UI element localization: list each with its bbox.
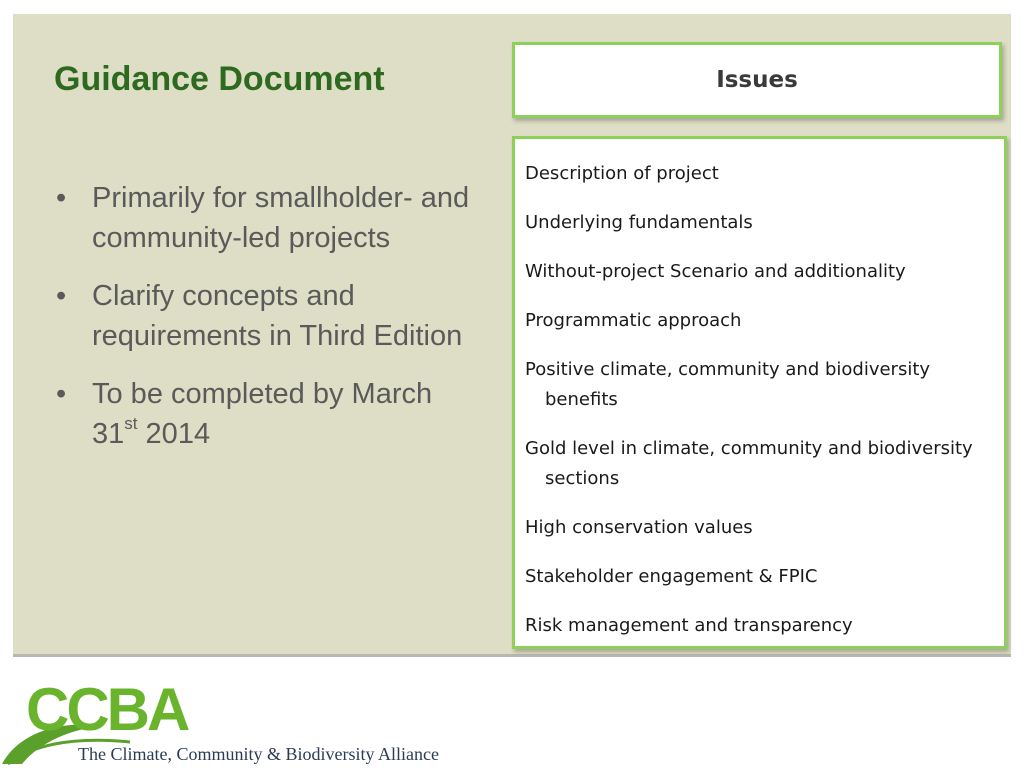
issues-header-title: Issues (716, 67, 798, 93)
issue-item: Without-project Scenario and additionality (525, 261, 906, 282)
bullet-item (54, 276, 484, 356)
bullet-superscript: st (124, 414, 138, 434)
slide-title: Guidance Document (54, 60, 385, 98)
issues-list-box (512, 136, 1007, 649)
ccba-logo (0, 672, 460, 768)
bullet-text: Primarily for smallholder- and community-led projects (92, 182, 470, 254)
issue-item: Programmatic approach (525, 310, 742, 331)
logo-abbreviation: CCBA (26, 676, 188, 743)
issue-item: Risk management and transparency (525, 615, 853, 636)
issue-item: Stakeholder engagement & FPIC (525, 566, 818, 587)
issue-item: Gold level in climate, community and biodiversity sections (525, 438, 973, 489)
bullet-text-main: To be completed by March 31 (92, 378, 433, 450)
bullet-dot: • (56, 378, 67, 410)
logo-full-name: The Climate, Community & Biodiversity Alliance (78, 744, 439, 764)
bullet-list (54, 178, 484, 472)
issue-item: Underlying fundamentals (525, 212, 753, 233)
issue-item: Description of project (525, 163, 719, 184)
bullet-dot: • (56, 280, 67, 312)
bullet-item (54, 178, 484, 258)
issues-list (525, 159, 994, 641)
issue-item: Positive climate, community and biodiversity benefits (525, 359, 931, 410)
bullet-dot: • (56, 182, 67, 214)
bullet-text (92, 378, 432, 450)
bullet-item (54, 374, 484, 454)
issue-item: High conservation values (525, 517, 753, 538)
issues-header-box (512, 42, 1002, 118)
bullet-text-suffix: 2014 (137, 418, 211, 450)
bullet-text: Clarify concepts and requirements in Third Edition (92, 280, 463, 352)
